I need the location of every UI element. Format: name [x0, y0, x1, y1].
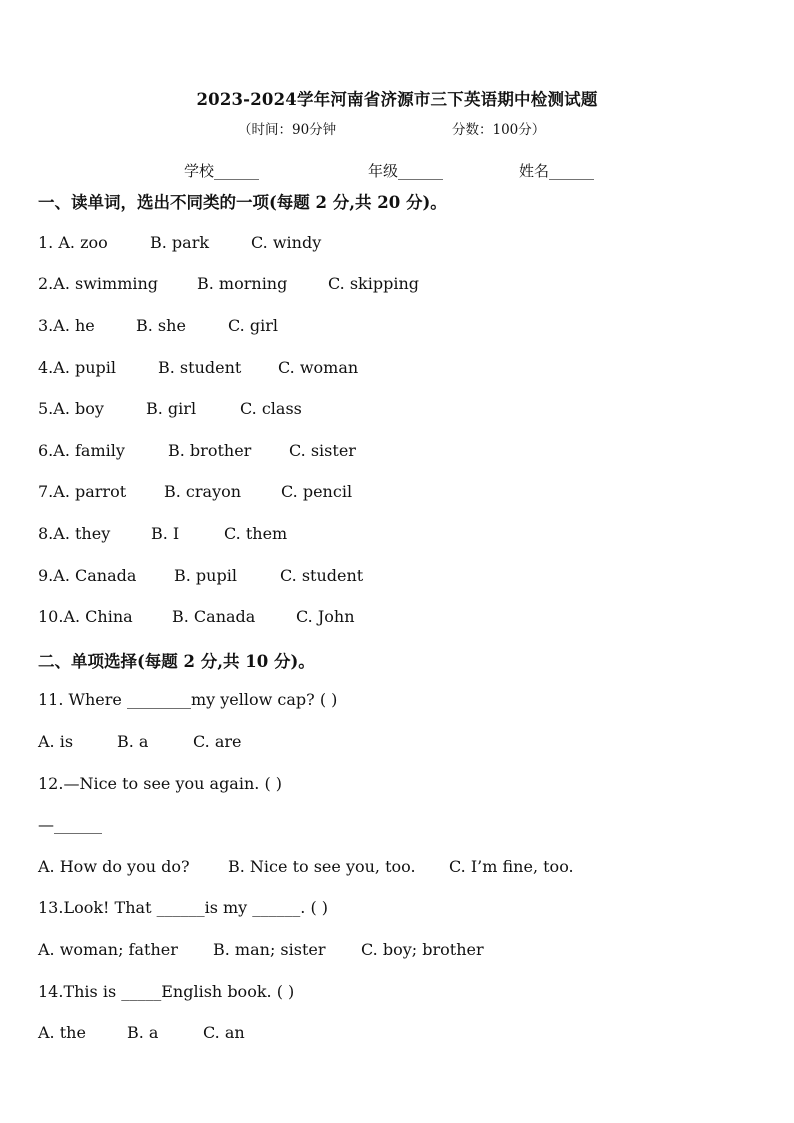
option-a: 5.A. boy — [38, 399, 104, 418]
option-a: 10.A. China — [38, 607, 133, 626]
exam-time: （时间：90分钟 — [238, 122, 337, 138]
option-a: 1. A. zoo — [38, 233, 108, 252]
option-a: 3.A. he — [38, 316, 95, 335]
section-2-title: 二、单项选择(每题 2 分,共 10 分)。 — [38, 652, 315, 671]
option-c: C. pencil — [281, 482, 353, 501]
option-a: A. the — [38, 1023, 86, 1042]
option-c: C. boy; brother — [361, 940, 484, 959]
option-b: B. a — [127, 1023, 159, 1042]
option-a: A. is — [38, 732, 74, 751]
section-1-title: 一、读单词，选出不同类的一项(每题 2 分,共 20 分)。 — [38, 193, 447, 212]
option-c: C. windy — [251, 233, 322, 252]
page-title: 2023-2024学年河南省济源市三下英语期中检测试题 — [196, 90, 598, 109]
option-c: C. girl — [228, 316, 278, 335]
question-12-stem: 12.—Nice to see you again. ( ) — [38, 774, 283, 793]
question-12-answer-blank: —______ — [38, 815, 102, 834]
option-a: 8.A. they — [38, 524, 111, 543]
question-13-stem: 13.Look! That ______is my ______. ( ) — [38, 898, 329, 917]
option-b: B. morning — [197, 274, 288, 293]
school-field[interactable]: 学校______ — [184, 162, 260, 180]
option-b: B. man; sister — [213, 940, 326, 959]
option-b: B. she — [136, 316, 186, 335]
option-b: B. I — [151, 524, 180, 543]
question-14-stem: 14.This is _____English book. ( ) — [38, 982, 295, 1001]
option-b: B. crayon — [164, 482, 242, 501]
option-c: C. skipping — [328, 274, 420, 293]
option-c: C. I’m fine, too. — [449, 857, 574, 876]
option-a: 7.A. parrot — [38, 482, 127, 501]
option-b: B. pupil — [174, 566, 237, 585]
option-a: 6.A. family — [38, 441, 125, 460]
option-c: C. an — [203, 1023, 245, 1042]
option-b: B. Nice to see you, too. — [228, 857, 416, 876]
option-c: C. sister — [289, 441, 356, 460]
option-b: B. student — [158, 358, 242, 377]
option-c: C. are — [193, 732, 242, 751]
option-a: 4.A. pupil — [38, 358, 117, 377]
option-c: C. class — [240, 399, 302, 418]
option-b: B. a — [117, 732, 149, 751]
option-a: A. How do you do? — [38, 857, 190, 876]
question-11-stem: 11. Where ________my yellow cap? ( ) — [38, 690, 338, 709]
option-a: 2.A. swimming — [38, 274, 159, 293]
option-c: C. student — [280, 566, 364, 585]
option-a: A. woman; father — [38, 940, 178, 959]
option-a: 9.A. Canada — [38, 566, 137, 585]
option-b: B. park — [150, 233, 210, 252]
option-b: B. brother — [168, 441, 252, 460]
name-field[interactable]: 姓名______ — [519, 162, 595, 180]
exam-score: 分数：100分） — [452, 122, 546, 138]
option-c: C. John — [296, 607, 355, 626]
option-b: B. Canada — [172, 607, 256, 626]
option-c: C. woman — [278, 358, 359, 377]
option-c: C. them — [224, 524, 288, 543]
option-b: B. girl — [146, 399, 197, 418]
grade-field[interactable]: 年级______ — [368, 162, 444, 180]
